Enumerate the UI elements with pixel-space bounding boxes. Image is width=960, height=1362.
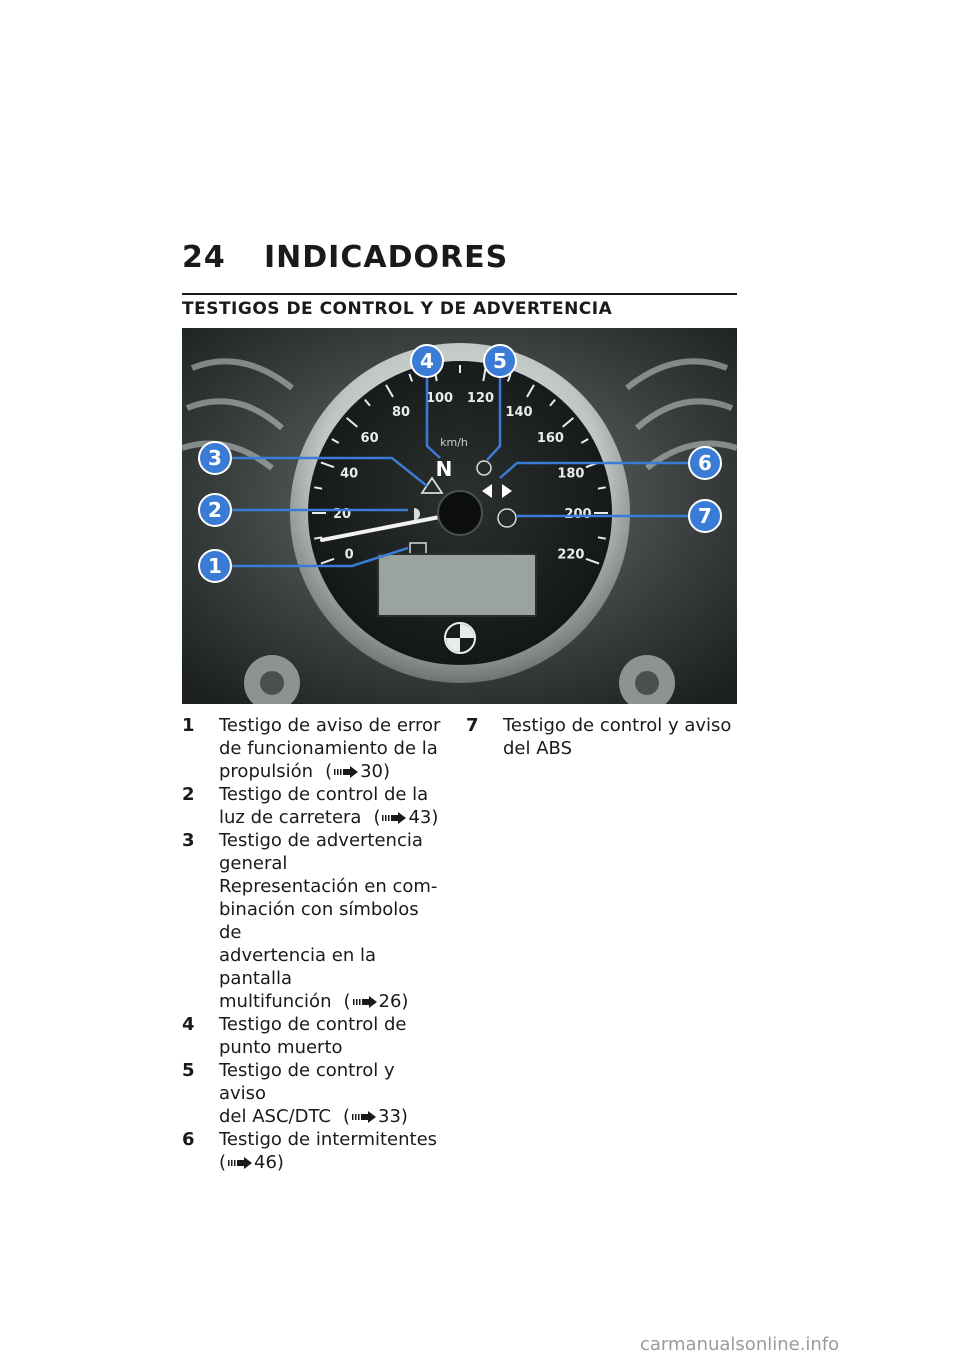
instrument-cluster-photo — [182, 328, 737, 704]
legend-page-reference: ( 46) — [219, 1152, 284, 1173]
legend-line: Testigo de intermitentes — [219, 1129, 438, 1150]
page-reference-arrow-icon — [228, 1157, 252, 1169]
legend-line: punto muerto — [219, 1037, 343, 1058]
legend-left-column — [182, 714, 444, 1174]
legend-text — [219, 1128, 444, 1174]
page-reference-arrow-icon — [352, 1111, 376, 1123]
svg-text:4: 4 — [420, 349, 434, 373]
svg-text:3: 3 — [208, 446, 222, 470]
speedo-tick-label: 200 — [564, 507, 592, 522]
legend-line: Testigo de advertencia — [219, 830, 423, 851]
callout-5 — [484, 345, 516, 377]
callout-6 — [689, 447, 721, 479]
callout-2 — [199, 494, 231, 526]
svg-text:7: 7 — [698, 504, 712, 528]
legend-item-3 — [182, 829, 444, 1013]
callout-1 — [199, 550, 231, 582]
legend-number: 2 — [182, 784, 195, 805]
legend-number: 4 — [182, 1014, 195, 1035]
speedo-tick-label: 40 — [340, 466, 359, 482]
speedo-tick-label: 160 — [536, 431, 564, 447]
speedo-tick-label: 80 — [391, 404, 411, 420]
legend-line: Testigo de aviso de error — [219, 715, 441, 736]
legend-line: general — [219, 853, 288, 874]
legend-text — [219, 829, 444, 1013]
page-reference-arrow-icon — [353, 996, 377, 1008]
speedo-tick — [598, 537, 606, 538]
speedo-tick-label: 220 — [557, 547, 585, 563]
speedo-tick-label: 20 — [332, 507, 352, 522]
speedo-tick-label: 140 — [505, 404, 533, 420]
speedo-tick — [314, 487, 322, 488]
legend-page-reference: del ASC/DTC ( 33) — [219, 1106, 408, 1127]
speedo-tick-label: 60 — [360, 431, 379, 447]
callout-4 — [411, 345, 443, 377]
speedo-tick-label: 100 — [425, 390, 454, 406]
section-title: TESTIGOS DE CONTROL Y DE ADVERTENCIA — [182, 299, 613, 319]
needle-hub — [438, 491, 482, 535]
legend-item-7 — [466, 714, 737, 760]
page-reference-arrow-icon — [334, 766, 358, 778]
svg-text:2: 2 — [208, 498, 222, 522]
legend-item-2 — [182, 783, 444, 829]
legend-text — [219, 714, 444, 783]
callout-3 — [199, 442, 231, 474]
speed-unit: km/h — [440, 436, 468, 449]
speedo-tick-label: 180 — [557, 466, 585, 482]
callout-7 — [689, 500, 721, 532]
legend-page-reference: propulsión ( 30) — [219, 761, 391, 782]
legend-page-reference: luz de carretera ( 43) — [219, 807, 439, 828]
legend-line: Testigo de control de la — [219, 784, 429, 805]
svg-text:1: 1 — [208, 554, 222, 578]
legend-item-5 — [182, 1059, 444, 1128]
legend-line: del ABS — [503, 738, 572, 759]
svg-text:5: 5 — [493, 349, 507, 373]
speedo-tick-label: 120 — [466, 390, 495, 406]
legend-line: Representación en com- — [219, 876, 438, 897]
neutral-indicator: N — [435, 457, 453, 481]
watermark: carmanualsonline.info — [640, 1334, 840, 1355]
page-number: 24 — [182, 240, 226, 275]
legend-item-1 — [182, 714, 444, 783]
chapter-title: INDICADORES — [264, 240, 509, 275]
legend-number: 1 — [182, 715, 195, 736]
legend-line: Testigo de control de — [219, 1014, 407, 1035]
speedo-tick — [598, 487, 606, 488]
legend-number: 7 — [466, 715, 479, 736]
page-reference-arrow-icon — [382, 812, 406, 824]
legend-item-4 — [182, 1013, 444, 1059]
legend-line: Testigo de control y aviso — [503, 715, 732, 736]
multifunction-display — [378, 554, 536, 616]
legend-line: de funcionamiento de la — [219, 738, 438, 759]
svg-text:6: 6 — [698, 451, 712, 475]
legend-line: binación con símbolos de — [219, 899, 419, 943]
legend-text — [219, 1059, 444, 1128]
legend-line: Testigo de control y aviso — [219, 1060, 395, 1104]
speedo-tick-label: 0 — [344, 547, 354, 563]
legend-number: 5 — [182, 1060, 195, 1081]
legend-item-6 — [182, 1128, 444, 1174]
legend-number: 6 — [182, 1129, 195, 1150]
legend-text — [219, 1013, 444, 1059]
legend-page-reference: multifunción ( 26) — [219, 991, 409, 1012]
section-rule — [182, 293, 737, 295]
legend-right-column — [466, 714, 737, 760]
legend-number: 3 — [182, 830, 195, 851]
legend-text — [503, 714, 737, 760]
legend-text — [219, 783, 444, 829]
legend-line: advertencia en la pantalla — [219, 945, 377, 989]
